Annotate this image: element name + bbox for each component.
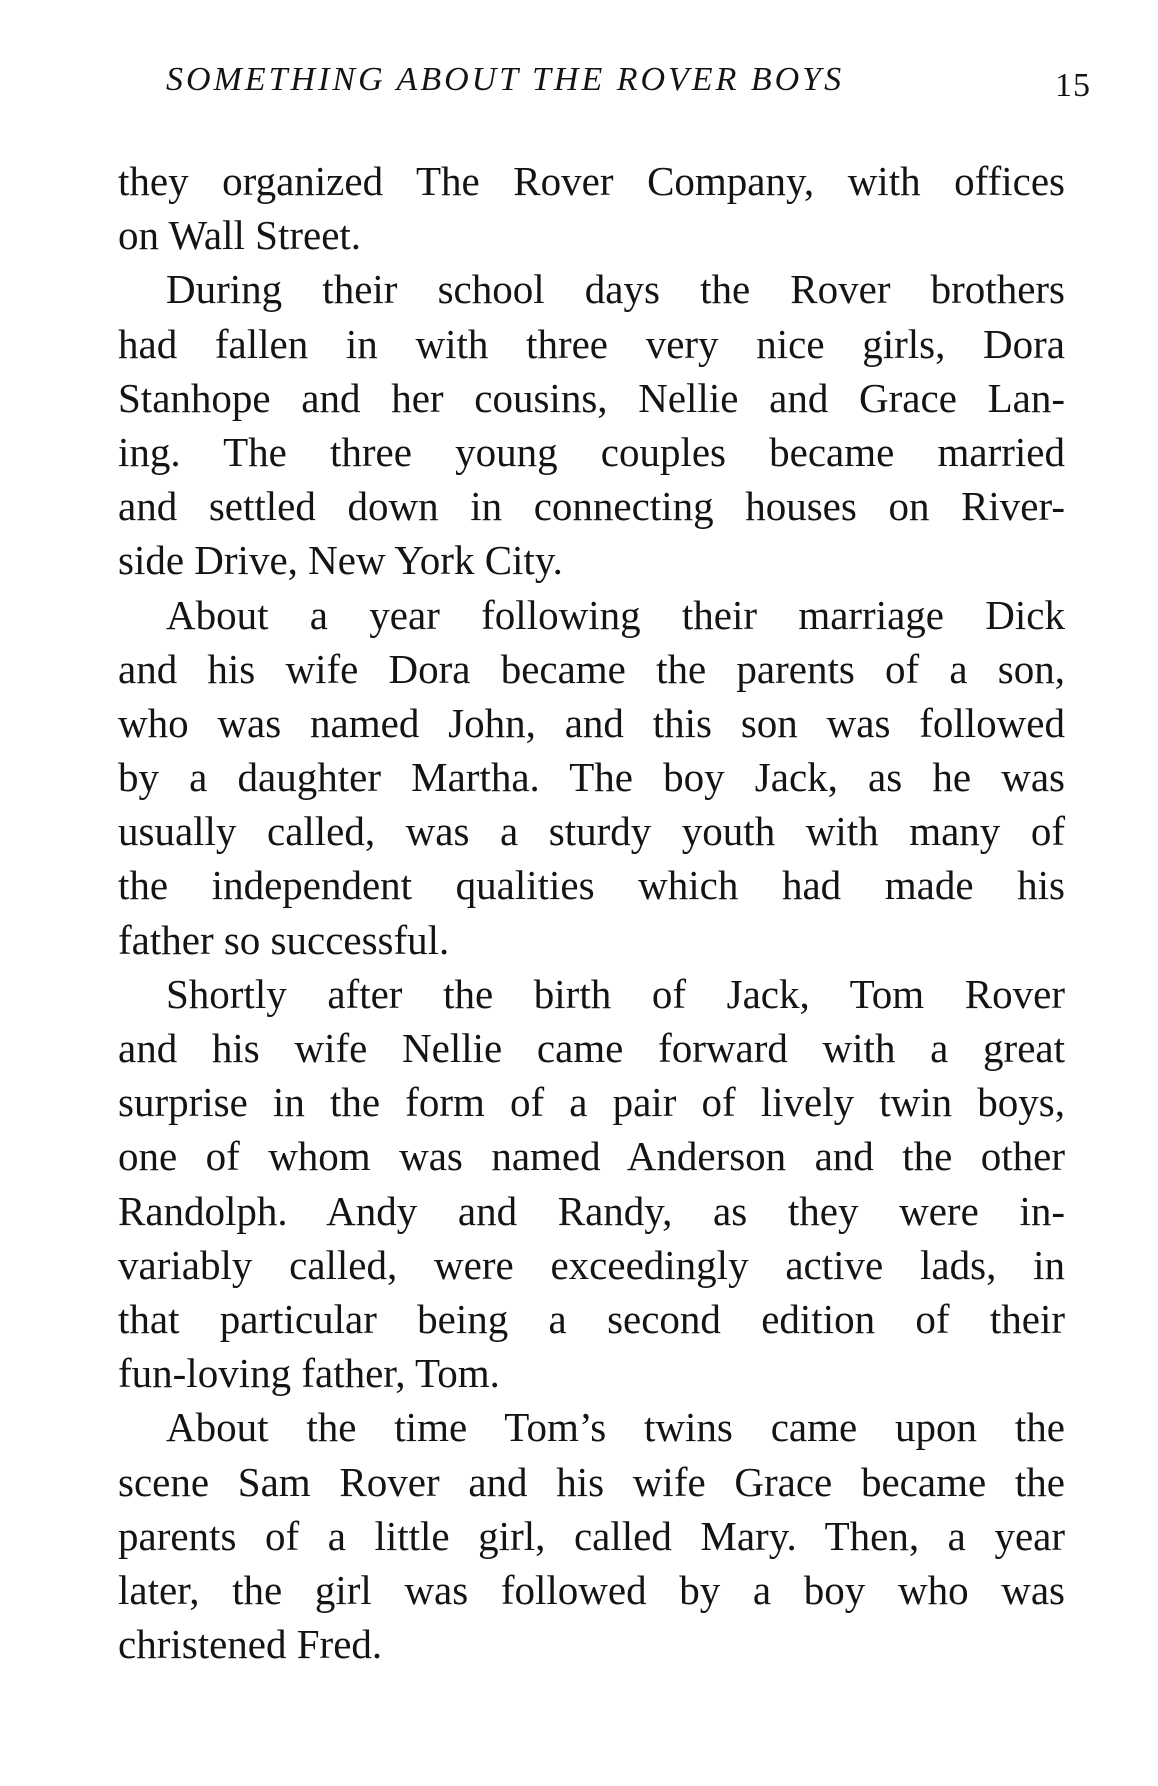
text-line: About a year following their marriage Dick [166,591,1065,638]
text-line: Shortly after the birth of Jack, Tom Rover [166,970,1065,1017]
text-line: and settled down in connecting houses on River- [118,483,1065,530]
text-line: surprise in the form of a pair of lively twin boys, [118,1079,1065,1126]
text-line: they organized The Rover Company, with offices [118,158,1065,204]
text-line: variably called, were exceedingly active lads, in [118,1241,1065,1288]
text-line: had fallen in with three very nice girls, Dora [118,320,1065,367]
text-line: About the time Tom’s twins came upon the [166,1404,1065,1451]
running-title: SOMETHING ABOUT THE ROVER BOYS [166,61,845,98]
text-line: parents of a little girl, called Mary. Then, a year [118,1512,1065,1559]
text-line: and his wife Nellie came forward with a great [118,1025,1065,1071]
body-text [118,154,1065,1671]
paragraph-1 [118,154,1065,262]
text-line: by a daughter Martha. The boy Jack, as he was [118,754,1065,801]
text-line: scene Sam Rover and his wife Grace became the [118,1458,1065,1505]
text-line: who was named John, and this son was followed [118,699,1065,746]
text-line: fun-loving father, Tom. [118,1350,500,1397]
text-line: and his wife Dora became the parents of a son, [118,645,1065,692]
text-line: usually called, was a sturdy youth with many of [118,808,1065,855]
text-line: christened Fred. [118,1621,383,1668]
text-line: ing. The three young couples became married [118,428,1065,475]
text-line: one of whom was named Anderson and the other [118,1133,1065,1180]
text-line: later, the girl was followed by a boy who was [118,1566,1065,1613]
page-number: 15 [1055,67,1091,104]
text-line: During their school days the Rover brothers [166,266,1065,313]
text-line: Randolph. Andy and Randy, as they were in- [118,1187,1065,1234]
text-line: father so successful. [118,916,450,963]
paragraph-2 [118,262,1065,587]
paragraph-5 [118,1400,1065,1671]
text-line: side Drive, New York City. [118,537,563,584]
page-header [166,60,1091,110]
text-line: Stanhope and her cousins, Nellie and Grace Lan- [118,374,1065,421]
text-line: the independent qualities which had made his [118,862,1065,909]
paragraph-4 [118,967,1065,1401]
paragraph-3 [118,588,1065,967]
text-line: on Wall Street. [118,212,362,259]
text-line: that particular being a second edition of their [118,1295,1065,1342]
